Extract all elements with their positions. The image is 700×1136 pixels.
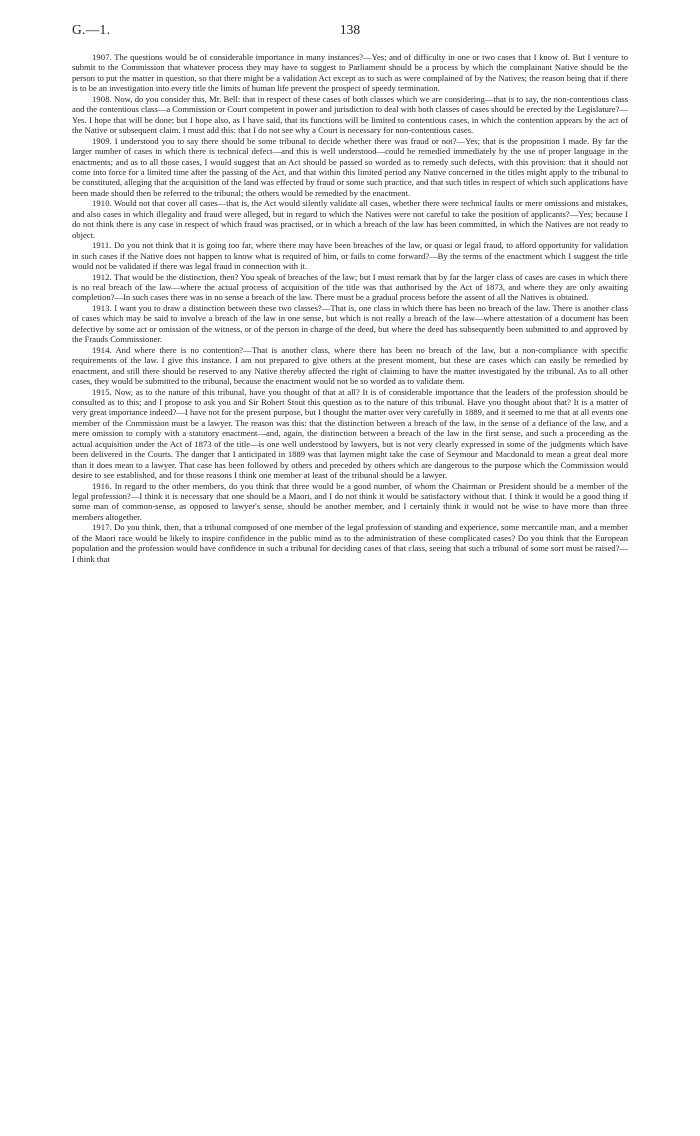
paragraph-text: In regard to the other members, do you think that three would be a good number, of whom the Chairman or President should be a member of the legal profession?—I think it is necessary that one should be a Maori, and I do not think it would be satisfactory without that. I think it would be a good thing if some man of common-sense, as opposed to lawyer's sense, should be another member, and I certainly think it would not be wise to have more than three members altogether. — [72, 480, 628, 522]
paragraph-1916 — [72, 481, 628, 523]
paragraph-1915 — [72, 387, 628, 481]
paragraph-text: I understood you to say there should be some tribunal to decide whether there was fraud or not?—Yes; that is the proposition I made. By far the larger number of cases in which there is technical defect—and this is well understood—could be remedied immediately by the use of proper language in the enactments; and as to all those cases, I would suggest that an Act should be passed so worded as to remedy such defects, with this provision: that it should not come into force for a limited time after the passing of the Act, and that within this limited period any Native concerned in the titles might apply to the tribunal to be constituted, alleging that the acquisition of the land was effected by fraud or some such practice, and that such titles in respect of which such applications have been made should then be referred to the tribunal; the others would be remedied by the enactment. — [72, 135, 628, 198]
paragraph-text: Now, as to the nature of this tribunal, have you thought of that at all? It is of considerable importance that the leaders of the profession should be consulted as to this; and I propose to ask you and Sir Robert Stout this question as to the nature of this tribunal. Have you thought about that? It is a matter of very great importance indeed?—I have not for the present purpose, but I thought the matter over very carefully in 1889, and it seemed to me that at all events one member of the Commission must be a lawyer. The reason was this: that the distinction between a breach of the law, in the sense of a defiance of the law, and a mere omission to comply with a statutory enactment—and, again, the distinction between a breach of the law in the first sense, and such a proceeding as the actual acquisition under the Act of 1873 of the title—is one well understood by lawyers, but is not very clearly expressed in some of the judgments which have been delivered in the Courts. The danger that I anticipated in 1889 was that laymen might take the case of Seymour and Macdonald to mean a great deal more than it does mean to a lawyer. That case has been followed by others and preceded by others which are dangerous to the purpose which the Commission would desire to see established, and for those reasons I think one member at least of the tribunal should be a lawyer. — [72, 386, 628, 481]
paragraph-1917 — [72, 522, 628, 564]
paragraph-number: 1913. — [92, 302, 112, 313]
paragraph-text: And where there is no contention?—That is another class, where there has been no breach of the law, but a non-compliance with specific requirements of the law. I give this instance. I am not prepared to give others at the present moment, but these are cases which can easily be remedied by enactment, and still there should be reserved to any Native thereby affected the right of claiming to have the matter investigated by the tribunal. As to all other cases, they would be submitted to the tribunal, because the enactment would not be so worded as to validate them. — [72, 344, 628, 387]
paragraph-number: 1914. — [92, 344, 112, 355]
paragraph-number: 1915. — [92, 386, 112, 397]
paragraph-text: Do you think, then, that a tribunal composed of one member of the legal profession of standing and experience, some mercantile man, and a member of the Maori race would be likely to inspire confidence in the public mind as to the administration of these complicated cases? Do you think that the European population and the profession would have confidence in such a tribunal for deciding cases of that class, seeing that such a tribunal of some sort must be raised?—I think that — [72, 522, 628, 564]
paragraph-number: 1916. — [92, 480, 112, 491]
paragraph-1908 — [72, 94, 628, 136]
document-reference: G.—1. — [72, 22, 111, 37]
paragraph-number: 1908. — [92, 93, 112, 104]
paragraph-text: Do you not think that it is going too far, where there may have been breaches of the law, or quasi or legal fraud, to afford opportunity for validation in such cases if the Native does not happen to know what is required of him, or fails to come forward?—By the terms of the enactment which I suggest the title would not be validated if there was legal fraud in connection with it. — [72, 240, 628, 272]
paragraph-1909 — [72, 136, 628, 199]
paragraph-number: 1917. — [92, 522, 112, 533]
paragraph-1910 — [72, 198, 628, 240]
paragraph-number: 1912. — [92, 271, 112, 282]
page-number: 138 — [339, 22, 361, 37]
page-header — [72, 22, 628, 40]
paragraph-1911 — [72, 240, 628, 271]
document-body — [72, 52, 628, 564]
paragraph-1914 — [72, 345, 628, 387]
paragraph-number: 1910. — [92, 198, 112, 209]
paragraph-text: Would not that cover all cases—that is, the Act would silently validate all cases, whether there were technical faults or mere omissions and mistakes, and also cases in which illegality and fraud were alleged, but in regard to which the Natives were not careful to take the position of applicants?—Yes; because I do not think there is any case in respect of which fraud was practised, or in which a breach of the law has been committed, in which the Natives are not ready to object. — [72, 198, 628, 240]
paragraph-number: 1907. — [92, 52, 112, 62]
paragraph-text: I want you to draw a distinction between these two classes?—That is, one class in which there has been no breach of the law. There is another class of cases which may be said to involve a breach of the law in one sense, but which is not really a breach of the law—where attestation of a document has been defective by some act or omission of the witness, or of the person in charge of the deed, but where the deed has subsequently been submitted to and approved by the Frauds Commissioner. — [72, 302, 628, 345]
paragraph-number: 1911. — [92, 240, 112, 251]
paragraph-number: 1909. — [92, 135, 112, 146]
paragraph-1907 — [72, 52, 628, 94]
paragraph-text: Now, do you consider this, Mr. Bell: that in respect of these cases of both classes which we are considering—that is to say, the non-contentious class and the contentious class—a Commission or Court competent in power and jurisdiction to deal with both classes of cases should be erected by the Legislature?—Yes. I hope that will be done; but I hope also, as I have said, that its functions will be limited to contentious cases, in which the contention appears by the act of the Native or subsequent claim. I must add this: that I do not see why a Court is necessary for non-contentious cases. — [72, 93, 628, 136]
paragraph-1913 — [72, 303, 628, 345]
paragraph-text: The questions would be of considerable importance in many instances?—Yes; and of difficulty in one or two cases that I know of. But I venture to submit to the Commission that whatever process they may have to suggest to Parliament should be a process by which the complainant Native should be the person to put the matter in question, so that there might be a validation Act except as to such as were complained of by the Natives; the reason being that if there is to be an investigation into every title the limits of human life prevent the prospect of speedy termination. — [72, 52, 628, 94]
paragraph-1912 — [72, 272, 628, 303]
paragraph-text: That would be the distinction, then? You speak of breaches of the law; but I must remark that by far the larger class of cases are cases in which there is no real breach of the law—where the actual process of acquisition of the title was that authorised by the Act of 1873, and where they are only awaiting completion?—In such cases there was in no sense a breach of the law. There must be a gradual process before the assent of all the Natives is obtained. — [72, 271, 628, 303]
